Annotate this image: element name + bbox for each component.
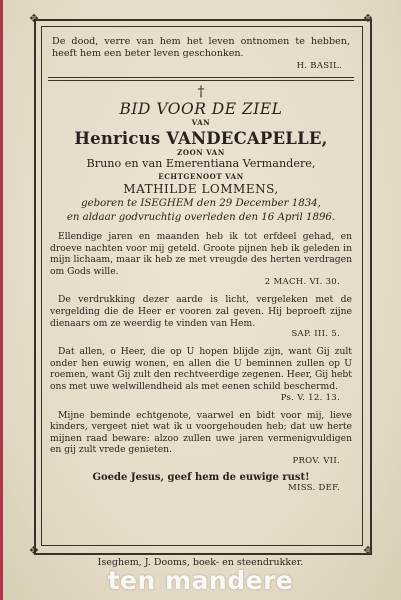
spouse-label: ECHTGENOOT VAN — [158, 172, 244, 181]
farewell-reference: PROV. VII. — [292, 455, 340, 466]
verse-paragraph: Ellendige jaren en maanden heb ik tot erfdeel gehad, en droeve nachten voor mij geteld. Groote pijnen heb ik geleden in mijn lichaam, maar ik heb ze met vreugde des herten verdragen om Gods wille. — [50, 231, 352, 277]
verse-reference: Ps. V. 12. 13. — [280, 392, 340, 403]
cross-icon: † — [197, 84, 205, 100]
farewell-paragraph: Mijne beminde echtgenote, vaarwel en bidt voor mij, lieve kinders, vergeet niet wat ik u voorgehouden heb; dat uw herte mijnen raad beware: alzoo zullen uwe jaren vermenigvuldigen en gij zult vrede genieten. — [50, 409, 352, 456]
spouse-name: MATHILDE LOMMENS, — [123, 182, 279, 196]
epigraph-text: De dood, verre van hem het leven ontnomen te hebben, heeft hem een beter leven geschonken. — [52, 36, 350, 59]
corner-ornament-icon: ✥ — [363, 12, 373, 25]
death-line: en aldaar godvruchtig overleden den 16 April 1896. — [66, 212, 336, 223]
divider — [48, 80, 354, 81]
verse-paragraph: Dat allen, o Heer, die op U hopen blijde zijn, want Gij zult onder hen euwig wonen, en allen die U beminnen zullen op U roemen, want Gij zult den rechtveerdige zegenen. Heer, Gij hebt ons met uwe welwillendheid als met eenen schild beschermd. — [50, 346, 352, 392]
parents-names: Bruno en van Emerentiana Vermandere, — [86, 157, 316, 170]
deceased-name: Henricus VANDECAPELLE, — [74, 129, 328, 148]
son-of-label: ZOON VAN — [177, 148, 225, 157]
corner-ornament-icon: ✥ — [29, 544, 39, 557]
prayer-heading: BID VOOR DE ZIEL — [119, 100, 283, 118]
card-content — [48, 34, 354, 493]
card-edge — [0, 0, 3, 600]
verse-reference: 2 MACH. VI. 30. — [264, 277, 340, 288]
corner-ornament-icon: ✥ — [29, 12, 39, 25]
watermark-text: ten mandere — [107, 566, 294, 595]
divider — [48, 77, 354, 78]
birth-line: geboren te ISEGHEM den 29 December 1834, — [81, 198, 321, 209]
corner-ornament-icon: ✥ — [363, 544, 373, 557]
closing-prayer: Goede Jesus, geef hem de euwige rust! — [92, 471, 310, 483]
epigraph-source: H. BASIL. — [296, 61, 342, 71]
printer-imprint: Iseghem, J. Dooms, boek- en steendrukker. — [97, 557, 304, 568]
van-label: VAN — [191, 118, 211, 127]
verse-paragraph: De verdrukking dezer aarde is licht, vergeleken met de vergelding die de Heer er vooren zal geven. Hij beproeft zijne dienaars om ze weerdig te vinden van Hem. — [50, 294, 352, 329]
closing-source: MISS. DEF. — [288, 482, 340, 493]
verse-reference: SAP. III. 5. — [291, 329, 340, 340]
